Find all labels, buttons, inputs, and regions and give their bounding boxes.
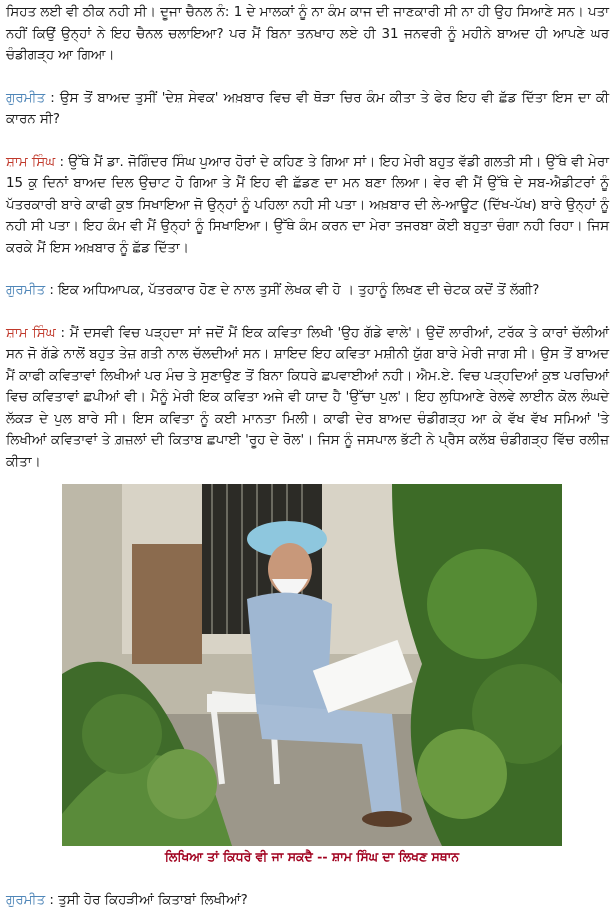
photo-writing-place — [62, 484, 562, 846]
question-text: : ਇਕ ਅਧਿਆਪਕ, ਪੱਤਰਕਾਰ ਹੋਣ ਦੇ ਨਾਲ ਤੁਸੀਂ ਲੇਖਕ ਵੀ ਹੋ । ਤੁਹਾਨੂੰ ਲਿਖਣ ਦੀ ਚੇਟਕ ਕਦੋਂ ਤੋਂ ਲੱਗੀ? — [49, 283, 540, 298]
answer-desh-sevak — [6, 152, 609, 260]
speaker-interviewer: ਗੁਰਮੀਤ — [6, 90, 46, 106]
speaker-interviewer: ਗੁਰਮੀਤ — [6, 283, 46, 298]
question-text: : ਉਸ ਤੋਂ ਬਾਅਦ ਤੁਸੀਂ 'ਦੇਸ਼ ਸੇਵਕ' ਅਖ਼ਬਾਰ ਵਿਚ ਵੀ ਥੋੜਾ ਚਿਰ ਕੰਮ ਕੀਤਾ ਤੇ ਫੇਰ ਇਹ ਵੀ ਛੱਡ ਦਿੱਤਾ ਇਸ ਦਾ ਕੀ ਕਾਰਨ ਸੀ? — [6, 90, 609, 127]
answer-writing — [6, 323, 609, 474]
speaker-interviewee: ਸ਼ਾਮ ਸਿੰਘ — [6, 325, 56, 341]
answer-text: : ਮੈਂ ਦਸਵੀ ਵਿਚ ਪੜ੍ਹਦਾ ਸਾਂ ਜਦੋਂ ਮੈਂ ਇਕ ਕਵਿਤਾ ਲਿਖੀ 'ਉਹ ਗੱਡੇ ਵਾਲੇ'। ਉਦੋਂ ਲਾਰੀਆਂ, ਟਰੱਕ ਤੇ ਕਾਰਾਂ ਚੱਲੀਆਂ ਸਨ ਜੋ ਗੱਡੇ ਨਾਲੋਂ ਬਹੁਤ ਤੇਜ਼ ਗਤੀ ਨਾਲ ਚੱਲਦੀਆਂ ਸਨ। ਸ਼ਾਇਦ ਇਹ ਕਵਿਤਾ ਮਸ਼ੀਨੀ ਯੁੱਗ ਬਾਰੇ ਮੇਰੀ ਜਾਗ ਸੀ। ਉਸ ਤੋਂ ਬਾਅਦ ਮੈਂ ਕਾਫੀ ਕਵਿਤਾਵਾਂ ਲਿਖੀਆਂ ਪਰ ਮੰਚ ਤੇ ਸੁਣਾਉਣ ਤੋਂ ਬਿਨਾ ਕਿਧਰੇ ਛਪਵਾਈਆਂ ਨਹੀ। ਐਮ.ਏ. ਵਿਚ ਪੜ੍ਹਦਿਆਂ ਕੁਝ ਪਰਚਿਆਂ ਵਿਚ ਕਵਿਤਾਵਾਂ ਛਪੀਆਂ ਵੀ। ਮੈਨੂੰ ਮੇਰੀ ਇਕ ਕਵਿਤਾ ਅਜੇ ਵੀ ਯਾਦ ਹੈ 'ਉੱਚਾ ਪੁਲ'। ਇਹ ਲੁਧਿਆਣੇ ਰੇਲਵੇ ਲਾਈਨ ਕੋਲ ਲੰਘਦੇ ਲੱਕੜ ਦੇ ਪੁਲ ਬਾਰੇ ਸੀ। ਇਸ ਕਵਿਤਾ ਨੂੰ ਕਈ ਮਾਨਤਾ ਮਿਲੀ। ਕਾਫੀ ਦੇਰ ਬਾਅਦ ਚੰਡੀਗੜ੍ਹ ਆ ਕੇ ਵੱਖ ਵੱਖ ਸਮਿਆਂ 'ਤੇ ਲਿਖੀਆਂ ਕਵਿਤਾਵਾਂ ਤੇ ਗ਼ਜ਼ਲਾਂ ਦੀ ਕਿਤਾਬ ਛਪਾਈ 'ਰੂਹ ਦੇ ਰੋਲ'। ਜਿਸ ਨੂੰ ਜਸਪਾਲ ਭੱਟੀ ਨੇ ਪ੍ਰੈਸ ਕਲੱਬ ਚੰਡੀਗੜ੍ਹ ਵਿੱਚ ਰਲੀਜ਼ ਕੀਤਾ। — [6, 325, 609, 470]
speaker-interviewer: ਗੁਰਮੀਤ — [6, 893, 46, 908]
question-books — [6, 890, 248, 912]
photo-illustration — [62, 484, 562, 846]
speaker-interviewee: ਸ਼ਾਮ ਸਿੰਘ — [6, 154, 56, 170]
photo-caption: ਲਿਖਿਆ ਤਾਂ ਕਿਧਰੇ ਵੀ ਜਾ ਸਕਦੈ -- ਸ਼ਾਮ ਸਿੰਘ ਦਾ ਲਿਖਣ ਸਥਾਨ — [164, 849, 460, 864]
question-writing — [6, 280, 609, 302]
answer-text: : ਉੱਥੇ ਮੈਂ ਡਾ. ਜੋਗਿੰਦਰ ਸਿੰਘ ਪੁਆਰ ਹੋਰਾਂ ਦੇ ਕਹਿਣ ਤੇ ਗਿਆ ਸਾਂ। ਇਹ ਮੇਰੀ ਬਹੁਤ ਵੱਡੀ ਗਲਤੀ ਸੀ। ਉੱਥੇ ਵੀ ਮੇਰਾ 15 ਕੁ ਦਿਨਾਂ ਬਾਅਦ ਦਿਲ ਉਚਾਟ ਹੋ ਗਿਆ ਤੇ ਮੈਂ ਇਹ ਵੀ ਛੱਡਣ ਦਾ ਮਨ ਬਣਾ ਲਿਆ। ਵੇਰ ਵੀ ਮੈਂ ਉੱਥੇ ਦੇ ਸਬ-ਐਡੀਟਰਾਂ ਨੂੰ ਪੱਤਰਕਾਰੀ ਬਾਰੇ ਕਾਫੀ ਕੁਝ ਸਿਖਾਇਆ ਜੋ ਉਨ੍ਹਾਂ ਨੂੰ ਪਹਿਲਾ ਨਹੀ ਸੀ ਪਤਾ। ਅਖ਼ਬਾਰ ਦੀ ਲੇ-ਆਊਟ (ਦਿੱਖ-ਪੱਖ) ਬਾਰੇ ਉਨ੍ਹਾਂ ਨੂੰ ਨਹੀ ਸੀ ਪਤਾ। ਇਹ ਕੰਮ ਵੀ ਮੈਂ ਉਨ੍ਹਾਂ ਨੂੰ ਸਿਖਾਇਆ। ਉੱਥੇ ਕੰਮ ਕਰਨ ਦਾ ਮੇਰਾ ਤਜਰਬਾ ਕੋਈ ਬਹੁਤਾ ਚੰਗਾ ਨਹੀ ਰਿਹਾ। ਜਿਸ ਕਰਕੇ ਮੈਂ ਇਸ ਅਖ਼ਬਾਰ ਨੂੰ ਛੱਡ ਦਿੱਤਾ। — [6, 154, 609, 256]
article-body — [6, 2, 609, 473]
question-desh-sevak — [6, 88, 609, 131]
paragraph-intro: ਸਿਹਤ ਲਈ ਵੀ ਠੀਕ ਨਹੀ ਸੀ। ਦੂਜਾ ਚੈਨਲ ਨੰ: 1 ਦੇ ਮਾਲਕਾਂ ਨੂੰ ਨਾ ਕੰਮ ਕਾਜ ਦੀ ਜਾਣਕਾਰੀ ਸੀ ਨਾ ਹੀ ਉਹ ਸਿਆਣੇ ਸਨ। ਪਤਾ ਨਹੀਂ ਕਿਉਂ ਉਨ੍ਹਾਂ ਨੇ ਇਹ ਚੈਨਲ ਚਲਾਇਆ? ਪਰ ਮੈਂ ਬਿਨਾ ਤਨਖਾਹ ਲਏ ਹੀ 31 ਜਨਵਰੀ ਨੂੰ ਮਹੀਨੇ ਬਾਅਦ ਹੀ ਆਪਣੇ ਘਰ ਚੰਡੀਗੜ੍ਹ ਆ ਗਿਆ। — [6, 5, 609, 63]
question-text: : ਤੁਸੀ ਹੋਰ ਕਿਹੜੀਆਂ ਕਿਤਾਬਾਂ ਲਿਖੀਆਂ? — [49, 893, 248, 908]
